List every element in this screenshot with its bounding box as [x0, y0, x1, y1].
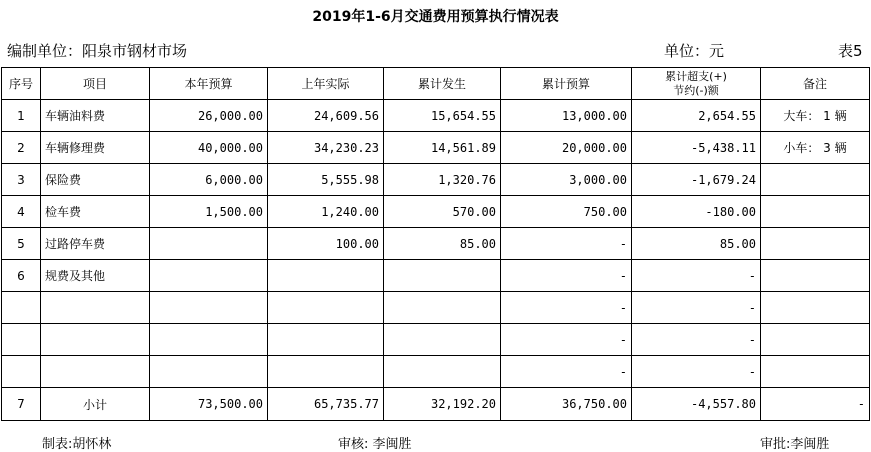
table-row [2, 356, 870, 388]
row-item: 规费及其他 [41, 260, 150, 292]
prepared-by: 制表:胡怀林 [42, 437, 112, 452]
row-item [41, 324, 150, 356]
table-row [2, 228, 870, 260]
table-row [2, 260, 870, 292]
budget-table [1, 67, 870, 421]
row-cumulative [384, 260, 501, 292]
col-item: 项目 [41, 68, 150, 100]
row-last-year [268, 324, 384, 356]
row-seq [2, 324, 41, 356]
row-budget [150, 260, 268, 292]
col-seq: 序号 [2, 68, 41, 100]
subtotal-label: 小计 [41, 388, 150, 421]
table-row [2, 196, 870, 228]
reviewed-by: 审核: 李闽胜 [338, 437, 412, 452]
row-cum-budget: - [501, 260, 632, 292]
row-seq: 3 [2, 164, 41, 196]
row-cumulative: 570.00 [384, 196, 501, 228]
row-seq [2, 292, 41, 324]
row-last-year: 100.00 [268, 228, 384, 260]
row-note [761, 260, 870, 292]
row-budget [150, 292, 268, 324]
row-budget [150, 324, 268, 356]
row-seq: 2 [2, 132, 41, 164]
col-over-line1: 累计超支(+) [665, 69, 727, 83]
col-budget: 本年预算 [150, 68, 268, 100]
row-item: 过路停车费 [41, 228, 150, 260]
row-item [41, 356, 150, 388]
row-cumulative: 1,320.76 [384, 164, 501, 196]
row-over: 85.00 [632, 228, 761, 260]
row-budget: 1,500.00 [150, 196, 268, 228]
row-seq: 4 [2, 196, 41, 228]
subtotal-row [2, 388, 870, 421]
row-over: -1,679.24 [632, 164, 761, 196]
table-row [2, 132, 870, 164]
table-number: 表5 [838, 42, 863, 60]
row-cumulative [384, 292, 501, 324]
row-seq: 1 [2, 100, 41, 132]
row-seq [2, 356, 41, 388]
row-note: 大车： 1 辆 [761, 100, 870, 132]
row-over: - [632, 356, 761, 388]
preparing-unit: 编制单位：阳泉市钢材市场 [7, 42, 188, 60]
row-note [761, 228, 870, 260]
subtotal-over: -4,557.80 [632, 388, 761, 421]
header-row [2, 68, 870, 100]
subtotal-last-year: 65,735.77 [268, 388, 384, 421]
row-over: 2,654.55 [632, 100, 761, 132]
table-row [2, 292, 870, 324]
row-cum-budget: - [501, 228, 632, 260]
row-cum-budget: - [501, 292, 632, 324]
row-cum-budget: - [501, 324, 632, 356]
row-cumulative: 14,561.89 [384, 132, 501, 164]
row-note: 小车： 3 辆 [761, 132, 870, 164]
table-row [2, 164, 870, 196]
row-last-year: 34,230.23 [268, 132, 384, 164]
subtotal-seq: 7 [2, 388, 41, 421]
row-last-year [268, 260, 384, 292]
subtotal-note: - [761, 388, 870, 421]
row-cumulative: 85.00 [384, 228, 501, 260]
row-item: 车辆修理费 [41, 132, 150, 164]
row-cumulative: 15,654.55 [384, 100, 501, 132]
row-over: - [632, 324, 761, 356]
row-cum-budget: - [501, 356, 632, 388]
row-budget: 40,000.00 [150, 132, 268, 164]
subtotal-cum-budget: 36,750.00 [501, 388, 632, 421]
row-last-year: 5,555.98 [268, 164, 384, 196]
col-note: 备注 [761, 68, 870, 100]
row-budget: 26,000.00 [150, 100, 268, 132]
col-last-year: 上年实际 [268, 68, 384, 100]
row-last-year [268, 356, 384, 388]
row-item: 车辆油料费 [41, 100, 150, 132]
row-budget: 6,000.00 [150, 164, 268, 196]
row-note [761, 356, 870, 388]
row-cum-budget: 750.00 [501, 196, 632, 228]
row-last-year: 24,609.56 [268, 100, 384, 132]
row-cum-budget: 20,000.00 [501, 132, 632, 164]
subtotal-budget: 73,500.00 [150, 388, 268, 421]
row-cumulative [384, 356, 501, 388]
row-note [761, 164, 870, 196]
col-over-save [632, 68, 761, 100]
row-item [41, 292, 150, 324]
row-item: 检车费 [41, 196, 150, 228]
row-over: - [632, 260, 761, 292]
subtotal-cumulative: 32,192.20 [384, 388, 501, 421]
table-row [2, 100, 870, 132]
report-title: 2019年1-6月交通费用预算执行情况表 [312, 9, 559, 25]
row-over: - [632, 292, 761, 324]
row-last-year: 1,240.00 [268, 196, 384, 228]
row-seq: 6 [2, 260, 41, 292]
row-cum-budget: 13,000.00 [501, 100, 632, 132]
row-note [761, 196, 870, 228]
currency-unit: 单位：元 [664, 42, 725, 60]
row-last-year [268, 292, 384, 324]
row-seq: 5 [2, 228, 41, 260]
row-note [761, 324, 870, 356]
approved-by: 审批:李闽胜 [760, 437, 830, 452]
col-over-line2: 节约(-)额 [673, 83, 719, 97]
row-budget [150, 228, 268, 260]
row-over: -5,438.11 [632, 132, 761, 164]
row-cumulative [384, 324, 501, 356]
row-budget [150, 356, 268, 388]
row-item: 保险费 [41, 164, 150, 196]
col-cum-budget: 累计预算 [501, 68, 632, 100]
row-over: -180.00 [632, 196, 761, 228]
row-cum-budget: 3,000.00 [501, 164, 632, 196]
table-row [2, 324, 870, 356]
col-cumulative: 累计发生 [384, 68, 501, 100]
row-note [761, 292, 870, 324]
